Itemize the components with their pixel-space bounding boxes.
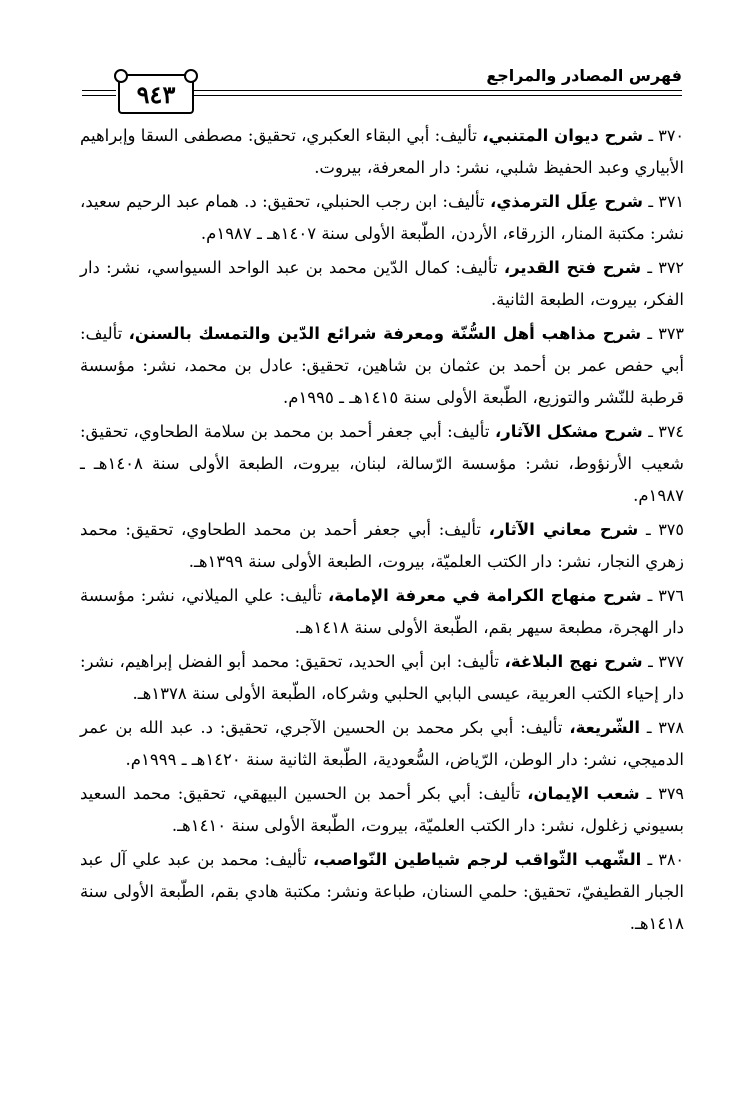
- bibliography-entry: [80, 186, 684, 250]
- running-title: فهرس المصادر والمراجع: [486, 66, 682, 85]
- entry-title: شرح مذاهب أهل السُّنّة ومعرفة شرائع الدّين والتمسك بالسنن،: [128, 324, 642, 343]
- entry-title: شعب الإيمان،: [527, 784, 640, 803]
- bibliography-entry: [80, 778, 684, 842]
- bibliography-entry: [80, 252, 684, 316]
- entry-number: ٣٧٦ ـ: [647, 586, 685, 605]
- entry-title: شرح منهاج الكرامة في معرفة الإمامة،: [327, 586, 642, 605]
- header-rule: [194, 95, 682, 96]
- entry-details: تأليف: كمال الدّين محمد بن عبد الواحد السيواسي، نشر: دار الفكر، بيروت، الطبعة الثانية.: [80, 258, 684, 309]
- entry-details: تأليف: ابن رجب الحنبلي، تحقيق: د. همام عبد الرحيم سعيد، نشر: مكتبة المنار، الزرقاء، الأردن، الطّبعة الأولى سنة ١٤٠٧هـ ـ ١٩٨٧م.: [80, 192, 684, 243]
- entry-number: ٣٧٩ ـ: [646, 784, 685, 803]
- entry-title: شرح نهج البلاغة،: [504, 652, 643, 671]
- entry-details: تأليف: أبي بكر أحمد بن الحسين البيهقي، تحقيق: محمد السعيد بسيوني زغلول، نشر: دار الكتب العلميّة، بيروت، الطّبعة الأولى سنة ١٤١٠هـ.: [80, 784, 684, 835]
- bibliography-entry: [80, 580, 684, 644]
- entry-details: تأليف: أبي جعفر أحمد بن محمد الطحاوي، تحقيق: محمد زهري النجار، نشر: دار الكتب العلميّة، بيروت، الطبعة الأولى سنة ١٣٩٩هـ.: [80, 520, 684, 571]
- entry-number: ٣٧٧ ـ: [648, 652, 684, 671]
- entry-title: الشّريعة،: [569, 718, 641, 737]
- bibliography-entry: [80, 844, 684, 940]
- entry-details: تأليف: أبي البقاء العكبري، تحقيق: مصطفى السقا وإبراهيم الأبياري وعبد الحفيظ شلبي، نشر: دار المعرفة، بيروت.: [80, 126, 684, 177]
- page-number: ٩٤٣: [136, 79, 176, 109]
- entry-number: ٣٧٠ ـ: [648, 126, 685, 145]
- entry-title: الشّهب الثّواقب لرجم شياطين النّواصب،: [312, 850, 642, 869]
- page-number-badge: [118, 74, 194, 114]
- bibliography-entry: [80, 646, 684, 710]
- bibliography-entry: [80, 416, 684, 512]
- entry-number: ٣٨٠ ـ: [647, 850, 684, 869]
- entry-number: ٣٧٨ ـ: [646, 718, 685, 737]
- bibliography-entry: [80, 318, 684, 414]
- entry-details: تأليف: محمد بن عبد علي آل عبد الجبار القطيفيّ، تحقيق: حلمي السنان، طباعة ونشر: مكتبة هادي بقم، الطّبعة الأولى سنة ١٤١٨هـ.: [80, 850, 684, 933]
- entry-number: ٣٧١ ـ: [648, 192, 685, 211]
- header-rule: [82, 95, 116, 96]
- bibliography-list: [80, 120, 684, 942]
- entry-details: تأليف: ابن أبي الحديد، تحقيق: محمد أبو الفضل إبراهيم، نشر: دار إحياء الكتب العربية، عيسى البابي الحلبي وشركاه، الطّبعة الأولى سنة ١٣٧٨هـ.: [80, 652, 684, 703]
- entry-number: ٣٧٣ ـ: [647, 324, 685, 343]
- entry-title: شرح ديوان المتنبي،: [482, 126, 644, 145]
- entry-number: ٣٧٥ ـ: [645, 520, 684, 539]
- bibliography-entry: [80, 712, 684, 776]
- entry-details: تأليف: أبي بكر محمد بن الحسين الآجري، تحقيق: د. عبد الله بن عمر الدميجي، نشر: دار الوطن، الرّياض، السُّعودية، الطّبعة الثانية سنة ١٤٢٠هـ ـ ١٩٩٩م.: [80, 718, 684, 769]
- header-rule: [194, 90, 682, 91]
- bibliography-entry: [80, 120, 684, 184]
- entry-details: تأليف: علي الميلاني، نشر: مؤسسة دار الهجرة، مطبعة سيهر بقم، الطّبعة الأولى سنة ١٤١٨هـ.: [80, 586, 684, 637]
- entry-number: ٣٧٢ ـ: [647, 258, 684, 277]
- entry-number: ٣٧٤ ـ: [648, 422, 685, 441]
- entry-details: تأليف: أبي حفص عمر بن أحمد بن عثمان بن شاهين، تحقيق: عادل بن محمد، نشر: مؤسسة قرطبة للنّشر والتوزيع، الطّبعة الأولى سنة ١٤١٥هـ ـ ١٩٩٥م.: [80, 324, 684, 407]
- entry-title: شرح مشكل الآثار،: [494, 422, 643, 441]
- entry-title: شرح عِلَل الترمذي،: [490, 192, 643, 211]
- entry-title: شرح معاني الآثار،: [488, 520, 639, 539]
- bibliography-entry: [80, 514, 684, 578]
- entry-details: تأليف: أبي جعفر أحمد بن محمد بن سلامة الطحاوي، تحقيق: شعيب الأرنؤوط، نشر: مؤسسة الرّسالة، لبنان، بيروت، الطبعة الأولى سنة ١٤٠٨هـ ـ ١٩٨٧م.: [80, 422, 684, 505]
- page-header: [82, 64, 682, 112]
- entry-title: شرح فتح القدير،: [503, 258, 642, 277]
- header-rule: [82, 90, 116, 91]
